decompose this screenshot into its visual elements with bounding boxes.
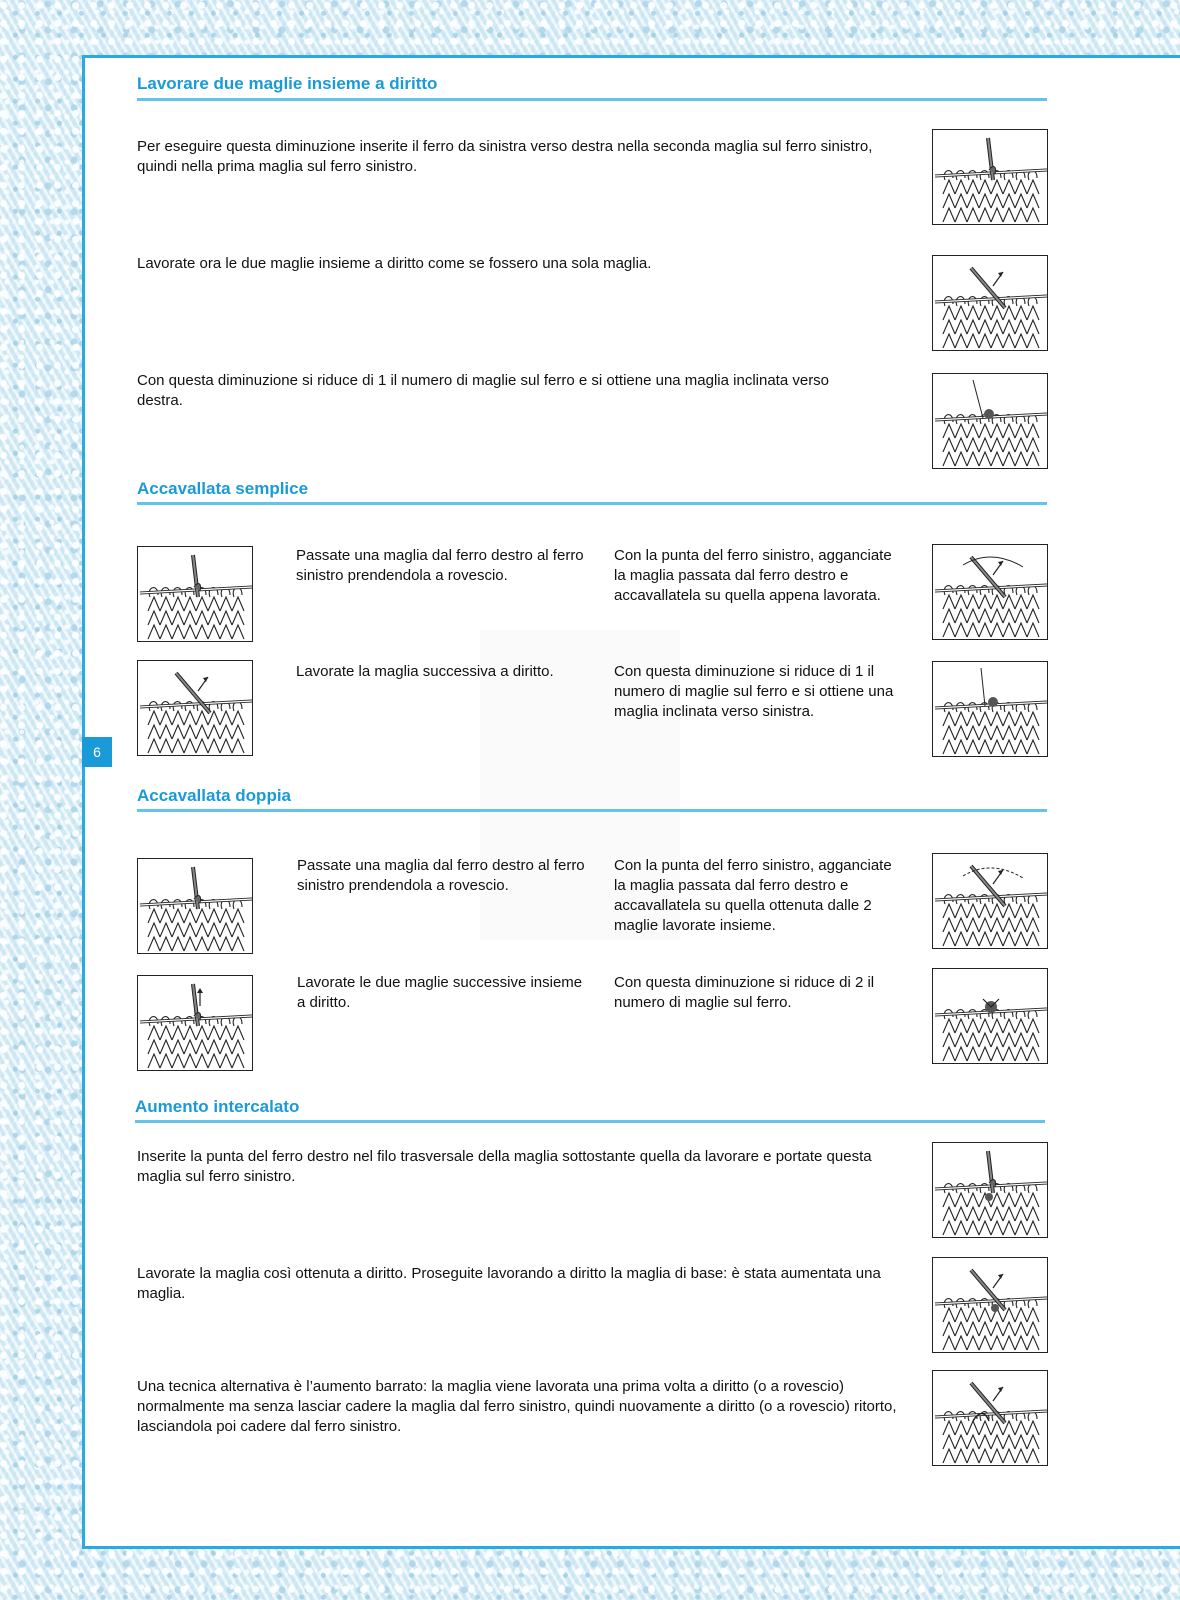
step-text: Inserite la punta del ferro destro nel filo trasversale della maglia sottostante quella da lavorare e portate questa maglia sul ferro sinistro. — [137, 1148, 872, 1185]
slip-stitch-icon — [137, 546, 253, 642]
pass-over-icon — [932, 544, 1048, 640]
knit-two-together-insert-icon — [932, 129, 1048, 225]
section-title: Aumento intercalato — [135, 1097, 300, 1116]
left-slant-result-icon — [932, 661, 1048, 757]
knit-two-together-icon — [137, 975, 253, 1071]
step-text: Lavorate la maglia così ottenuta a diritto. Proseguite lavorando a diritto la maglia di base: è stata aumentata una maglia. — [137, 1265, 881, 1302]
double-decrease-result-icon — [932, 968, 1048, 1064]
section-title: Accavallata doppia — [137, 786, 292, 805]
section-divider — [137, 98, 1047, 101]
section-divider — [135, 1120, 1045, 1123]
section-title: Lavorare due maglie insieme a diritto — [137, 74, 438, 93]
step-text: Per eseguire questa diminuzione inserite il ferro da sinistra verso destra nella seconda maglia sul ferro sinistro, quindi nella prima maglia sul ferro sinistro. — [137, 138, 873, 175]
step-text: Con la punta del ferro sinistro, agganciate la maglia passata dal ferro destro e accavallatela su quella appena lavorata. — [614, 547, 892, 604]
section-divider — [137, 502, 1047, 505]
page-number: 6 — [82, 737, 112, 767]
step-text: Lavorate la maglia successiva a diritto. — [296, 663, 554, 680]
step-text: Con questa diminuzione si riduce di 2 il numero di maglie sul ferro. — [614, 974, 875, 1011]
knit-two-together-work-icon — [932, 255, 1048, 351]
step-text: Lavorate le due maglie successive insieme a diritto. — [297, 974, 583, 1011]
pass-over-icon — [932, 853, 1048, 949]
bar-increase-icon — [932, 1370, 1048, 1466]
step-text: Con questa diminuzione si riduce di 1 il numero di maglie sul ferro e si ottiene una maglia inclinata verso destra. — [137, 372, 830, 409]
section-title: Accavallata semplice — [137, 479, 309, 498]
step-text: Passate una maglia dal ferro destro al ferro sinistro prendendola a rovescio. — [296, 547, 584, 584]
section-divider — [137, 809, 1047, 812]
slip-stitch-icon — [137, 858, 253, 954]
step-text: Con questa diminuzione si riduce di 1 il numero di maglie sul ferro e si ottiene una maglia inclinata verso sinistra. — [614, 663, 894, 720]
step-text: Con la punta del ferro sinistro, agganciate la maglia passata dal ferro destro e accavallatela su quella ottenuta dalle 2 maglie lavorate insieme. — [614, 857, 892, 934]
knit-two-together-result-icon — [932, 373, 1048, 469]
lift-strand-icon — [932, 1142, 1048, 1238]
step-text: Passate una maglia dal ferro destro al ferro sinistro prendendola a rovescio. — [297, 857, 585, 894]
knit-next-icon — [137, 660, 253, 756]
step-text: Lavorate ora le due maglie insieme a diritto come se fossero una sola maglia. — [137, 255, 652, 272]
knit-lifted-icon — [932, 1257, 1048, 1353]
step-text: Una tecnica alternativa è l’aumento barrato: la maglia viene lavorata una prima volta a diritto (o a rovescio) normalmente ma senza lasciar cadere la maglia dal ferro sinistro, quindi nuovamente a diritto (o a rovescio) ritorto, lasciandola poi cadere dal ferro sinistro. — [137, 1378, 897, 1435]
